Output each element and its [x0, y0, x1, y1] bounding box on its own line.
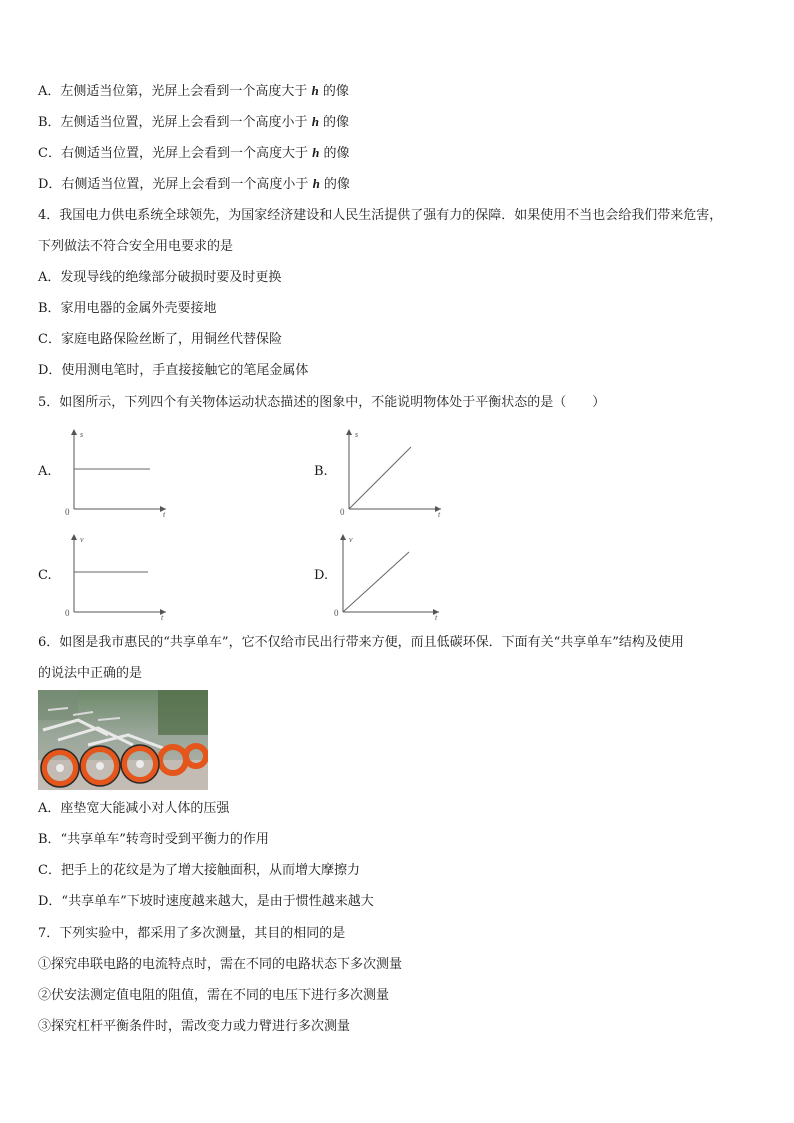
graph-d-x-label: t — [435, 613, 438, 622]
q6-option-d: D．“共享单车”下坡时速度越来越大，是由于惯性越来越大 — [38, 894, 374, 909]
graph-a-x-label: t — [163, 510, 166, 517]
q7-stem: 7．下列实验中，都采用了多次测量，其目的相同的是 — [38, 926, 346, 941]
q7-item-2: ②伏安法测定值电阻的阻值，需在不同的电压下进行多次测量 — [38, 988, 390, 1003]
shared-bike-photo — [38, 690, 208, 790]
graph-d — [327, 530, 452, 622]
q4-option-b: B．家用电器的金属外壳要接地 — [38, 301, 217, 316]
q4-stem-line1: 4．我国电力供电系统全球领先，为国家经济建设和人民生活提供了强有力的保障．如果使用不当也会给我们带来危害， — [38, 208, 723, 223]
graph-d-y-label: v — [349, 535, 353, 544]
graph-a-origin: 0 — [65, 507, 70, 517]
graph-c-origin: 0 — [65, 608, 70, 618]
graph-c-y-label: v — [80, 535, 84, 544]
q3-option-d: D．右侧适当位置，光屏上会看到一个高度小于 h 的像 — [38, 176, 350, 192]
q4-stem-line2: 下列做法不符合安全用电要求的是 — [38, 239, 234, 254]
graph-b — [333, 425, 453, 517]
graph-a — [58, 425, 178, 517]
q6-option-b: B．“共享单车”转弯时受到平衡力的作用 — [38, 832, 269, 847]
q4-option-d: D．使用测电笔时，手直接接触它的笔尾金属体 — [38, 363, 309, 378]
q3-option-b: B．左侧适当位置，光屏上会看到一个高度小于 h 的像 — [38, 114, 350, 130]
graph-d-line — [343, 552, 409, 612]
q7-item-1: ①探究串联电路的电流特点时，需在不同的电路状态下多次测量 — [38, 957, 403, 972]
q4-option-a: A．发现导线的绝缘部分破损时要及时更换 — [38, 270, 282, 285]
q3-option-a: A．左侧适当位第，光屏上会看到一个高度大于 h 的像 — [38, 83, 349, 99]
graph-b-y-label: s — [355, 430, 359, 439]
graph-b-label: B. — [314, 464, 328, 479]
graph-a-y-label: s — [80, 430, 84, 439]
graph-b-origin: 0 — [340, 507, 345, 517]
graph-a-label: A. — [38, 464, 52, 479]
q3-option-c: C．右侧适当位置，光屏上会看到一个高度大于 h 的像 — [38, 145, 350, 161]
q6-stem-line1: 6．如图是我市惠民的“共享单车”，它不仅给市民出行带来方便，而且低碳环保．下面有关“共享单车”结构及使用 — [38, 635, 684, 650]
graph-b-x-label: t — [438, 510, 441, 517]
q4-option-c: C．家庭电路保险丝断了，用铜丝代替保险 — [38, 332, 282, 347]
q6-option-a: A．座垫宽大能减小对人体的压强 — [38, 801, 230, 816]
graph-c-x-label: t — [161, 613, 164, 622]
q7-item-3: ③探究杠杆平衡条件时，需改变力或力臂进行多次测量 — [38, 1019, 351, 1034]
graph-d-label: D. — [314, 568, 329, 583]
graph-c — [58, 530, 178, 622]
graph-b-line — [349, 447, 411, 509]
q6-stem-line2: 的说法中正确的是 — [38, 666, 143, 681]
q5-stem: 5．如图所示，下列四个有关物体运动状态描述的图象中，不能说明物体处于平衡状态的是（ ） — [38, 395, 606, 410]
graph-c-label: C. — [38, 568, 52, 583]
q6-option-c: C．把手上的花纹是为了增大接触面积，从而增大摩擦力 — [38, 863, 360, 878]
graph-d-origin: 0 — [334, 608, 339, 618]
